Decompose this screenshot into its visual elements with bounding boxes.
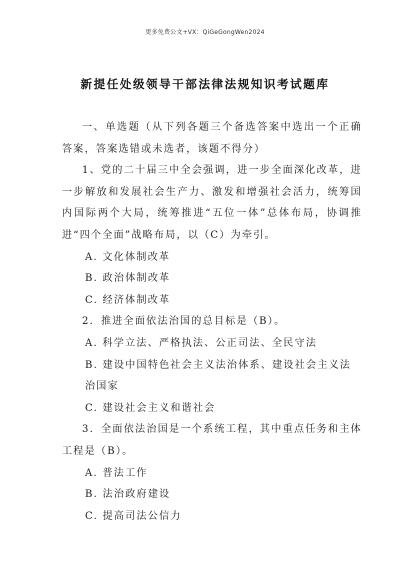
document-body: [62, 117, 362, 527]
answer-option: [62, 247, 362, 269]
answer-option: [62, 290, 362, 312]
option-text: 科学立法、严格执法、公正司法、全民守法: [102, 337, 318, 349]
document-title: 新提任处级领导干部法律法规知识考试题库: [80, 77, 330, 91]
question-3: [62, 419, 362, 527]
option-key: C .: [85, 403, 103, 414]
section-heading: 一、单选题（从下列各题三个备选答案中选出一个正确答案，答案选错或未选者，该题不得分）: [62, 122, 362, 155]
option-key: B .: [85, 273, 103, 284]
question-2: [62, 311, 362, 419]
option-key: B .: [85, 489, 103, 500]
option-text: 普法工作: [102, 467, 148, 479]
answer-option: [62, 398, 362, 420]
option-text: 文化体制改革: [102, 251, 171, 263]
question-stem: 2．推进全面依法治国的总目标是（B）。: [82, 316, 286, 328]
option-key: A .: [85, 338, 103, 349]
question-stem: 3．全面依法治国是一个系统工程，其中重点任务和主体工程是（B）。: [62, 424, 362, 457]
question-1: [62, 160, 362, 311]
option-key: B .: [85, 360, 103, 371]
option-text: 政治体制改革: [102, 273, 171, 285]
option-text: 法治政府建设: [102, 489, 171, 501]
answer-option: [62, 484, 362, 506]
option-text: 经济体制改革: [102, 294, 171, 306]
option-key: A .: [85, 252, 103, 263]
option-key: A .: [85, 468, 103, 479]
answer-option: [62, 463, 362, 485]
answer-option: [62, 506, 362, 528]
header-note: 更多免费公文+VX：QiGeGongWen2024: [145, 29, 265, 36]
option-text: 建设社会主义和谐社会: [102, 402, 216, 414]
answer-option: [62, 268, 362, 290]
question-stem: 1、党的二十届三中全会强调，进一步全面深化改革，进一步解放和发展社会生产力、激发和增强社会活力，统筹国内国际两个大局，统筹推进“五位一体”总体布局，协调推进“四个全面”战略布局，以（C）为牵引。: [62, 165, 362, 241]
option-key: C .: [85, 511, 103, 522]
answer-option: [62, 333, 362, 355]
option-text: 建设中国特色社会主义法治体系、建设社会主义法治国家: [85, 359, 352, 393]
option-key: C .: [85, 295, 103, 306]
option-text: 提高司法公信力: [102, 510, 182, 522]
answer-option: [62, 355, 362, 398]
